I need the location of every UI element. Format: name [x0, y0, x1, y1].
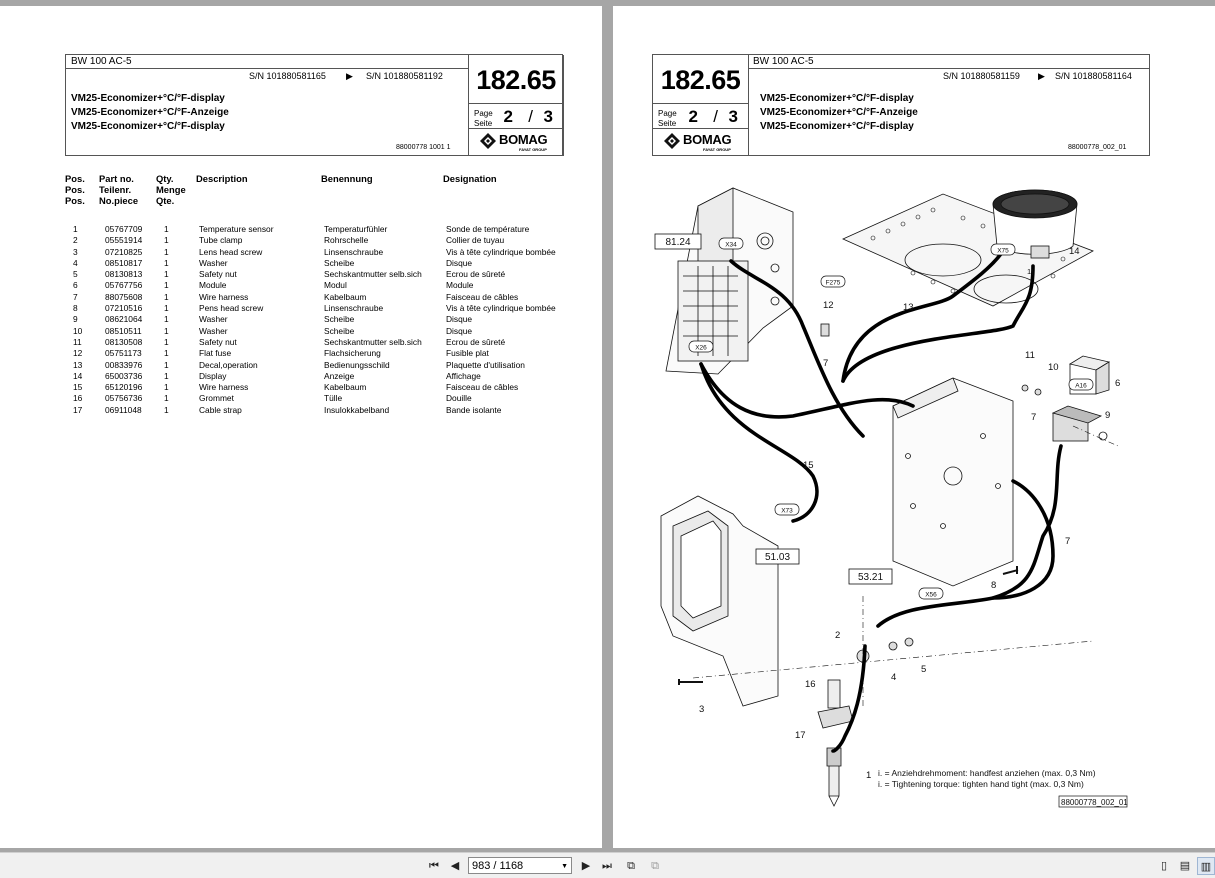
cell-part-number: 05767709: [105, 224, 143, 234]
cell-qty: 1: [164, 291, 169, 302]
connector-label: A16: [1075, 382, 1087, 390]
model-name: BW 100 AC-5: [748, 55, 1150, 69]
cell-description: Wire harness: [199, 291, 249, 302]
document-number: 88000778 1001 1: [396, 144, 451, 151]
table-row: [65, 314, 566, 325]
callout-c1: 1: [866, 770, 872, 781]
cell-benennung: Flachsicherung: [324, 348, 381, 359]
col-qty-en: Qty.: [156, 173, 174, 184]
cell-qty: 1: [164, 303, 169, 314]
table-row: [65, 235, 566, 246]
connector-label: X56: [925, 591, 937, 599]
title-en: VM25-Economizer+°C/°F-display: [71, 93, 225, 104]
exploded-parts-diagram: [613, 6, 1215, 848]
bomag-logo: [479, 132, 559, 152]
torque-note-en: i. = Tightening torque: tighten hand tight (max. 0,3 Nm): [878, 779, 1084, 789]
callout-c2: 2: [835, 630, 841, 641]
cell-pos: 14: [73, 370, 83, 381]
connector-label: X34: [725, 241, 737, 249]
col-qty: [156, 174, 186, 206]
title-fr: VM25-Economizer+°C/°F-display: [71, 121, 225, 132]
table-row: [65, 303, 566, 314]
cell-designation: Bande isolante: [446, 404, 502, 415]
col-part-fr: No.piece: [99, 194, 139, 206]
cell-designation: Plaquette d'utilisation: [446, 359, 525, 370]
cell-pos: 7: [73, 291, 78, 302]
page-label-en: Page: [658, 109, 677, 118]
cell-qty: 1: [164, 269, 169, 280]
group-number: 182.65: [660, 65, 741, 95]
title-de: VM25-Economizer+°C/°F-Anzeige: [71, 107, 229, 118]
connector-label: F275: [825, 279, 841, 287]
divider: [469, 128, 563, 129]
callout-c10: 10: [1048, 362, 1059, 373]
left-page: [0, 6, 602, 848]
cell-benennung: Scheibe: [324, 314, 355, 325]
single-page-view-icon[interactable]: ▯: [1160, 860, 1168, 872]
continuous-view-icon[interactable]: ▤: [1179, 860, 1191, 872]
cell-designation: Disque: [446, 257, 473, 268]
cell-pos: 13: [73, 359, 83, 370]
cell-description: Pens head screw: [199, 303, 264, 314]
cell-pos: 10: [73, 325, 83, 336]
cell-description: Cable strap: [199, 404, 242, 415]
callout-c3: 3: [699, 704, 705, 715]
table-row: [65, 360, 566, 371]
cell-part-number: 08130813: [105, 269, 143, 280]
cell-part-number: 05767756: [105, 280, 143, 291]
cell-description: Module: [199, 280, 227, 291]
cell-part-number: 00833976: [105, 359, 143, 370]
table-row: [65, 382, 566, 393]
callout-c7c: 7: [1065, 536, 1071, 547]
cell-qty: 1: [164, 246, 169, 257]
col-designation: Designation: [443, 173, 497, 184]
col-pos-de: Pos.: [65, 183, 85, 195]
cell-pos: 1: [73, 224, 78, 234]
callout-c17: 17: [795, 730, 806, 741]
page-slash: /: [713, 107, 718, 126]
cell-description: Decal,operation: [199, 359, 258, 370]
page-slash: /: [528, 107, 533, 126]
cell-part-number: 05756736: [105, 393, 143, 404]
cell-designation: Faisceau de câbles: [446, 382, 519, 393]
callout-c9: 9: [1105, 410, 1111, 421]
cell-description: Display: [199, 370, 227, 381]
cell-description: Grommet: [199, 393, 234, 404]
divider: [469, 103, 563, 104]
cell-designation: Ecrou de sûreté: [446, 269, 506, 280]
connector-label: X26: [695, 344, 707, 352]
cell-benennung: Modul: [324, 280, 347, 291]
cell-designation: Douille: [446, 393, 472, 404]
cell-benennung: Linsenschraube: [324, 303, 384, 314]
table-row: [65, 247, 566, 258]
cell-pos: 15: [73, 382, 83, 393]
col-description: Description: [196, 173, 248, 184]
prev-page-button[interactable]: ◀: [450, 860, 460, 872]
cell-benennung: Temperaturfühler: [324, 224, 388, 234]
cell-qty: 1: [164, 393, 169, 404]
cell-part-number: 07210516: [105, 303, 143, 314]
cell-pos: 9: [73, 314, 78, 325]
col-pos-fr: Pos.: [65, 194, 85, 206]
page-total: 3: [543, 107, 553, 126]
cell-description: Washer: [199, 325, 228, 336]
reference-label: 53.21: [857, 572, 884, 583]
logo-subtext: FAYAT GROUP: [703, 147, 731, 152]
group-number: 182.65: [476, 65, 556, 95]
cell-qty: 1: [164, 348, 169, 359]
serial-to: S/N 101880581192: [366, 71, 443, 81]
cell-benennung: Rohrschelle: [324, 235, 369, 246]
cell-designation: Faisceau de câbles: [446, 291, 519, 302]
title-de: VM25-Economizer+°C/°F-Anzeige: [760, 107, 918, 118]
cell-benennung: Insulokkabelband: [324, 404, 390, 415]
col-qty-de: Menge: [156, 183, 186, 195]
cell-qty: 1: [164, 370, 169, 381]
cell-benennung: Scheibe: [324, 257, 355, 268]
cell-description: Flat fuse: [199, 348, 232, 359]
page-label-de: Seite: [474, 119, 493, 128]
logo-text: BOMAG: [499, 132, 548, 147]
cell-part-number: 08510817: [105, 257, 143, 268]
cell-qty: 1: [164, 224, 169, 234]
callout-c1note: 1): [1027, 267, 1034, 276]
cell-part-number: 08510511: [105, 325, 142, 336]
cell-description: Washer: [199, 314, 228, 325]
cell-pos: 6: [73, 280, 78, 291]
serial-from: S/N 101880581165: [249, 71, 326, 81]
table-row: [65, 326, 566, 337]
cell-benennung: Bedienungsschild: [324, 359, 390, 370]
col-part-en: Part no.: [99, 173, 134, 184]
cell-pos: 17: [73, 404, 83, 415]
cell-qty: 1: [164, 359, 169, 370]
cell-qty: 1: [164, 235, 169, 246]
col-part-de: Teilenr.: [99, 183, 132, 195]
cell-pos: 4: [73, 257, 78, 268]
viewer-toolbar: [0, 852, 1215, 878]
logo-text: BOMAG: [683, 132, 732, 147]
page-total: 3: [728, 107, 738, 126]
col-qty-fr: Qte.: [156, 194, 175, 206]
document-number: 88000778_002_01: [1068, 144, 1127, 151]
callout-c7a: 7: [823, 358, 829, 369]
reference-label: 81.24: [665, 237, 691, 248]
table-row: [65, 258, 566, 269]
cell-pos: 5: [73, 269, 78, 280]
back-view-icon[interactable]: ⧉: [627, 860, 635, 872]
cell-part-number: 05551914: [105, 235, 143, 246]
next-page-button[interactable]: ▶: [581, 860, 591, 872]
cell-benennung: Tülle: [324, 393, 343, 404]
cell-description: Lens head screw: [199, 246, 263, 257]
cell-qty: 1: [164, 280, 169, 291]
cell-benennung: Scheibe: [324, 325, 355, 336]
cell-pos: 2: [73, 235, 78, 246]
callout-c7b: 7: [1031, 412, 1037, 423]
callout-c11: 11: [1025, 350, 1035, 361]
cell-part-number: 05751173: [105, 348, 142, 359]
group-number-box: [468, 55, 564, 156]
page-selector[interactable]: [468, 857, 572, 874]
parts-table: [65, 224, 566, 416]
cell-description: Washer: [199, 257, 228, 268]
callout-c16: 16: [805, 679, 816, 690]
cell-designation: Collier de tuyau: [446, 235, 505, 246]
cell-qty: 1: [164, 336, 169, 347]
serial-arrow-icon: ▶: [1038, 71, 1045, 81]
cell-part-number: 08621064: [105, 314, 143, 325]
cell-pos: 12: [73, 348, 83, 359]
callout-c12: 12: [823, 300, 834, 311]
page-label-de: Seite: [658, 119, 677, 128]
cell-designation: Affichage: [446, 370, 481, 381]
cell-designation: Ecrou de sûreté: [446, 336, 506, 347]
cell-benennung: Sechskantmutter selb.sich: [324, 269, 422, 280]
cell-qty: 1: [164, 314, 169, 325]
cell-designation: Disque: [446, 314, 473, 325]
right-page: [613, 6, 1215, 848]
page-current: 2: [503, 107, 513, 126]
drawing-id: 88000778_002_01: [1061, 798, 1128, 807]
cell-designation: Vis à tête cylindrique bombée: [446, 303, 556, 314]
cell-pos: 8: [73, 303, 78, 314]
table-row: [65, 337, 566, 348]
cell-part-number: 07210825: [105, 246, 143, 257]
cell-benennung: Linsenschraube: [324, 246, 384, 257]
cell-description: Safety nut: [199, 269, 237, 280]
table-row: [65, 292, 566, 303]
title-en: VM25-Economizer+°C/°F-display: [760, 93, 914, 104]
reference-label: 51.03: [764, 552, 791, 563]
cell-qty: 1: [164, 382, 169, 393]
connector-label: X75: [997, 247, 1009, 255]
cell-pos: 3: [73, 246, 78, 257]
cell-designation: Vis à tête cylindrique bombée: [446, 246, 556, 257]
torque-note-de: i. = Anziehdrehmoment: handfest anziehen (max. 0,3 Nm): [878, 768, 1096, 778]
col-benennung: Benennung: [321, 173, 373, 184]
model-name: BW 100 AC-5: [66, 55, 469, 69]
cell-qty: 1: [164, 257, 169, 268]
cell-description: Safety nut: [199, 336, 237, 347]
page-label-en: Page: [474, 109, 493, 118]
cell-benennung: Kabelbaum: [324, 382, 367, 393]
cell-description: Wire harness: [199, 382, 249, 393]
left-title-block: [65, 54, 563, 156]
cell-benennung: Anzeige: [324, 370, 355, 381]
logo-subtext: FAYAT GROUP: [519, 147, 547, 152]
cell-designation: Module: [446, 280, 474, 291]
callout-c4: 4: [891, 672, 897, 683]
chevron-down-icon: ▼: [561, 863, 568, 870]
cell-description: Temperature sensor: [199, 224, 274, 234]
cell-pos: 16: [73, 393, 83, 404]
table-row: [65, 393, 566, 404]
page-current: 2: [688, 107, 698, 126]
connector-label: X73: [781, 507, 793, 515]
bomag-diamond-icon: [479, 132, 497, 150]
col-pos-en: Pos.: [65, 173, 85, 184]
cell-benennung: Sechskantmutter selb.sich: [324, 336, 422, 347]
table-row: [65, 280, 566, 291]
cell-pos: 11: [73, 336, 82, 347]
cell-part-number: 65120196: [105, 382, 143, 393]
cell-part-number: 65003736: [105, 370, 143, 381]
callout-c6: 6: [1115, 378, 1121, 389]
serial-from: S/N 101880581159: [943, 71, 1020, 81]
callout-c13: 13: [903, 302, 914, 313]
table-row: [65, 269, 566, 280]
cell-designation: Disque: [446, 325, 473, 336]
col-part: [99, 174, 138, 206]
cell-qty: 1: [164, 325, 169, 336]
cell-part-number: 06911048: [105, 404, 142, 415]
cell-designation: Fusible plat: [446, 348, 489, 359]
facing-view-icon[interactable]: ▥: [1197, 857, 1215, 875]
cell-part-number: 88075608: [105, 291, 143, 302]
cell-designation: Sonde de température: [446, 224, 530, 234]
cell-part-number: 08130508: [105, 336, 143, 347]
callout-c8: 8: [991, 580, 997, 591]
callout-c5: 5: [921, 664, 927, 675]
first-page-button[interactable]: ⏮: [429, 860, 439, 872]
cell-benennung: Kabelbaum: [324, 291, 367, 302]
serial-arrow-icon: ▶: [346, 71, 353, 81]
callout-c14: 14: [1069, 246, 1080, 257]
callout-c15: 15: [803, 460, 814, 471]
cell-description: Tube clamp: [199, 235, 243, 246]
table-row: [65, 371, 566, 382]
last-page-button[interactable]: ⏭: [602, 860, 612, 872]
cell-qty: 1: [164, 404, 169, 415]
col-pos: [65, 174, 85, 206]
title-fr: VM25-Economizer+°C/°F-display: [760, 121, 914, 132]
forward-view-icon[interactable]: ⧉: [651, 860, 659, 872]
table-row: [65, 348, 566, 359]
table-row: [65, 405, 566, 416]
page-indicator: 983 / 1168: [472, 860, 524, 872]
table-row: [65, 224, 566, 235]
serial-to: S/N 101880581164: [1055, 71, 1132, 81]
